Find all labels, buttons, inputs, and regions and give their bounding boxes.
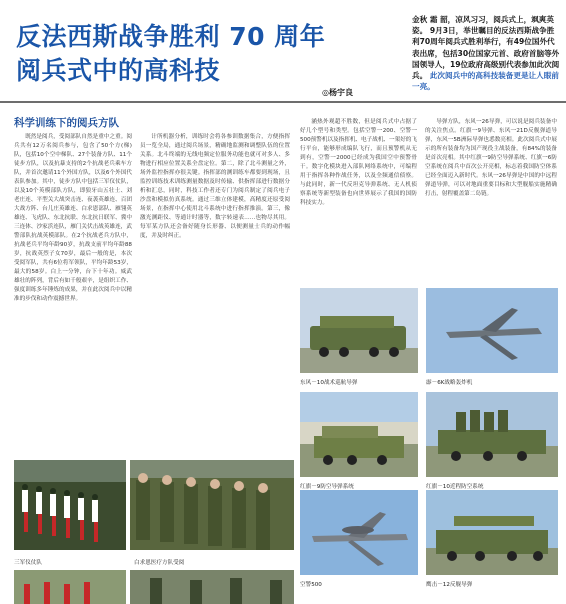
intro-lead: 金秋 霜 韶，凉风习习，阅兵式上，飒爽英姿。 — [412, 15, 554, 36]
photo-dongfeng10 — [300, 288, 418, 373]
intro-body: 9月3日，举世瞩目的反法西斯战争胜利70周年阅兵式胜利举行，有49位国外代表出席，包括30位国家元首、政府首脑等外国领导人，19位政府高级别代表参加此次阅兵。 — [412, 26, 560, 81]
title-line-2: 阅兵式中的高科技 — [16, 56, 221, 85]
author-byline: ◎杨宇良 — [322, 88, 353, 97]
photo-honor-guard — [14, 460, 126, 550]
title-line-1: 反法西斯战争胜利 70 周年 — [16, 22, 326, 51]
caption-hongqi9: 红旗－9防空导弹系统 — [300, 484, 354, 490]
caption-dongfeng10: 东风－10战术巡航导弹 — [300, 380, 358, 386]
header-divider — [0, 101, 566, 103]
photo-hongqi12 — [426, 490, 558, 575]
caption-honor-guard: 三军仪仗队 — [14, 560, 42, 566]
caption-hongqi12: 鹰击－12反舰导弹 — [426, 582, 473, 588]
intro-highlight: 此次阅兵中的高科技装备更是让人眼前一亮。 — [412, 71, 559, 92]
text-column-1: 既然是阅兵，受阅部队自然是重中之重。阅兵共有12万名阅兵参与，包含了50个方(梯)队，包括10个空中梯队、27个装备方队、11个徒步方队，以及抗暴支持的2个抗战老兵乘车方队，并首次邀请11个外国方队，以及6个外国代表队参加。其中，徒步方队中包括三军仪仗队，以及10个英模部队方队，即狼牙山五壮士、刘老庄连、平型关大战突击连、夜袭英雄连、百团大战方阵、台儿庄英雄连、白求恩部队、雁翎英雄连、飞虎队、东北抗联、东北抗日联军、冀中三连体、沙家浜连队，雁门关伏击战英雄连，武警部队抗战英模部队。在2个抗战老兵方队中，抗战老兵平均年龄90岁，抗战支前平均年龄88岁，抗战英烈子女70岁，最后一般的是，本次受阅军队，共有6位将军领队，平均年龄53岁，最大的58岁。白上一分钟，台下十年功。威武雄壮的阵列，背后有如千般艰辛，是组织工作、强度训练多年锤炼的成果，并在此次阅兵中以精准的步伐和动作震撼世界。 — [14, 134, 132, 302]
photo-hongqi10 — [426, 392, 558, 477]
photo-bottom-left — [14, 570, 126, 604]
text-column-2: 计所机器分析，训练时会将各参训数据集合，方便指挥员一览全局，通过阅兵场景，精确地监测和调整队伍的位置关系。北斗终端的无线电频定位服务功能也就可对多人、多物进行相应位置关系全盘定位。第二，除了北斗测量之外，场外监控指挥亦很关键。指挥部的测训练车都要到现场，且监控训练技术训练测量数据及时传输、供指挥部进行数据分析和汇总，同时，科技工作者还专门为阅兵制定了阅兵电子沙盘和模拟仿真系统。通过三维立体建模，高精度还原受阅场景，在指挥中心使用北斗系统中进行指挥推演。第三，像激光测距仪、等通计时器等，数字转速表……也物尽其用。每军某方队还会备好随身长形器、以便测量士兵的动作幅度，并及时纠正。 — [140, 134, 290, 239]
caption-veterans: 白求恩医疗方队受阅 — [134, 560, 185, 566]
text-column-4: 导弹方队，东风一26导弹，可以说是阅兵装备中的关注焦点。红旗一9导弹、东风一21D反舰弹道导弹，东风一5B洲际导弹也悉数亮相。此次阅兵式中展示的所有装备均为国产现役主战装备，有84%的装备是首次亮相。其中红旗一9防空导弹系统、红旗一6防空系统在阅兵中首次公开亮相，标志着我国防空体系已经全面迈入新时代。东风一26导弹是中国的中远程弹道导弹，可以对地面重要目标和大型舰船实施精确打击，射程覆盖第二岛链。 — [425, 119, 557, 197]
caption-bomber: 霹－6K战略轰炸机 — [426, 380, 473, 386]
photo-veterans — [130, 460, 294, 550]
article-title — [16, 20, 386, 88]
section-heading: 科学训练下的阅兵方队 — [14, 117, 119, 129]
photo-bottom-mid — [130, 570, 294, 604]
intro-paragraph — [412, 14, 560, 92]
photo-bomber — [426, 288, 558, 373]
photo-hongqi9 — [300, 392, 418, 477]
caption-kongjing500: 空警500 — [300, 582, 322, 588]
caption-hongqi10: 红旗－10近程防空系统 — [426, 484, 484, 490]
photo-kongjing500 — [300, 490, 418, 575]
text-column-3: 涵热外观超不胜数，但是阅兵式中占据了好几个型号和类型。包括空警一200、空警一500预警机以及指挥机、电子战机、一架好的飞行平台，能够形成编队飞行，而且预警机从无到有，空警一2000已经成为我国空中预警骨干。数字化模块进入部队网络系统中，可编程用于指挥各种作战任务，以及全频通信侦察。与此同时，新一代反坦克导弹系统、无人机侦察系统等新型装备也向世界展示了我国的国防科技实力。 — [300, 119, 417, 206]
